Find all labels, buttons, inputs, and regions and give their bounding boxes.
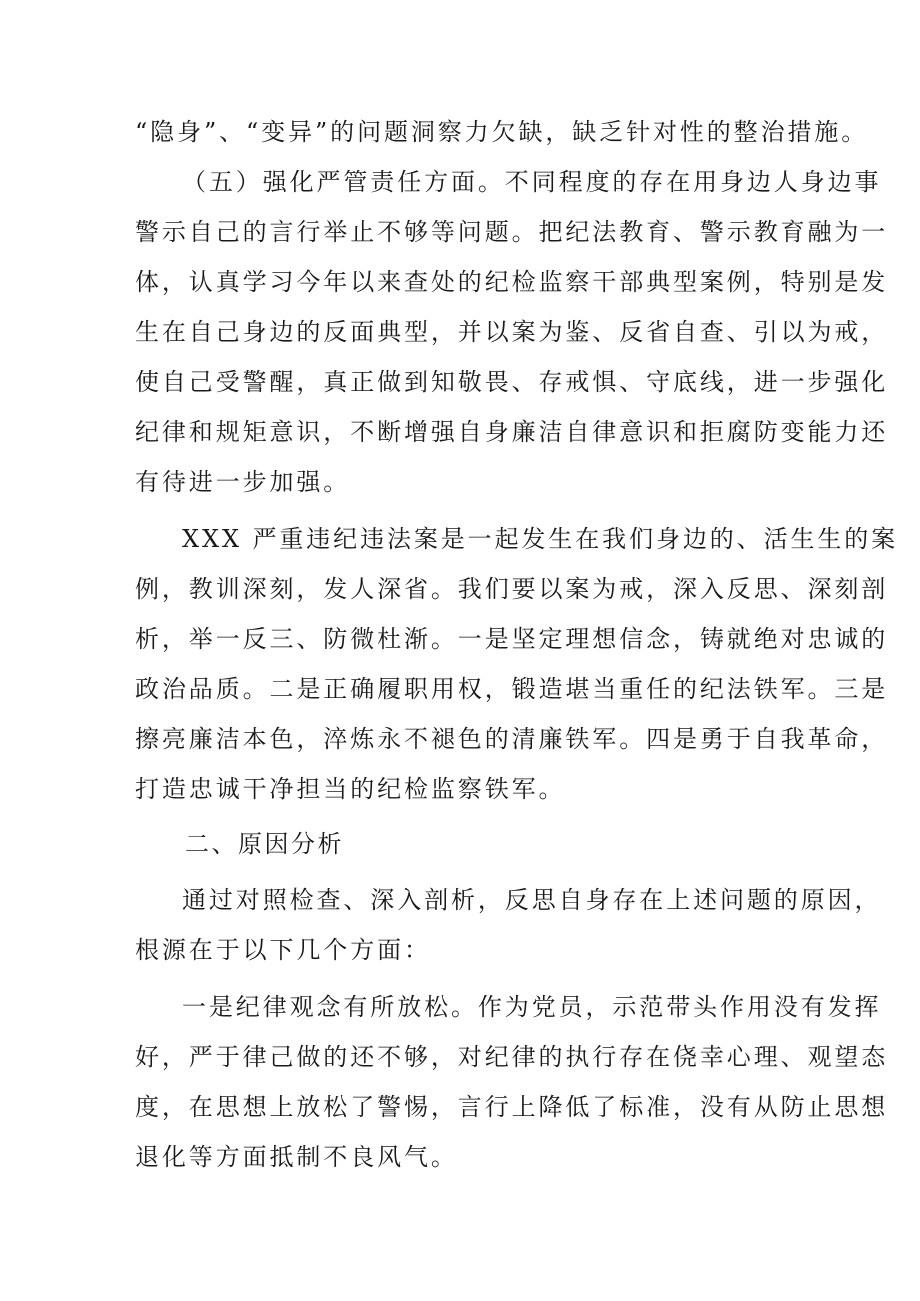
paragraph-line: 生在自己身边的反面典型，并以案为鉴、反省自查、引以为戒， bbox=[135, 318, 889, 346]
section-heading: 二、原因分析 bbox=[185, 830, 344, 858]
paragraph-line: 析，举一反三、防微杜渐。一是坚定理想信念，铸就绝对忠诚的 bbox=[135, 625, 889, 653]
paragraph-line: 退化等方面抵制不良风气。 bbox=[135, 1143, 458, 1171]
paragraph-line: 体，认真学习今年以来查处的纪检监察干部典型案例，特别是发 bbox=[135, 268, 889, 296]
paragraph-line: 通过对照检查、深入剖析，反思自身存在上述问题的原因， bbox=[182, 886, 882, 914]
paragraph-line: 政治品质。二是正确履职用权，锻造堪当重任的纪法铁军。三是 bbox=[135, 675, 889, 703]
paragraph-line: 有待进一步加强。 bbox=[135, 468, 351, 496]
paragraph-line: 根源在于以下几个方面： bbox=[135, 936, 431, 964]
paragraph-line: “隐身”、“变异”的问题洞察力欠缺，缺乏针对性的整治措施。 bbox=[135, 118, 869, 146]
paragraph-line: 使自己受警醒，真正做到知敬畏、存戒惧、守底线，进一步强化 bbox=[135, 368, 889, 396]
paragraph-line: 度，在思想上放松了警惕，言行上降低了标准，没有从防止思想 bbox=[135, 1093, 889, 1121]
paragraph-line: 打造忠诚干净担当的纪检监察铁军。 bbox=[135, 775, 566, 803]
paragraph-line: 警示自己的言行举止不够等问题。把纪法教育、警示教育融为一 bbox=[135, 218, 889, 246]
paragraph-line: 好，严于律己做的还不够，对纪律的执行存在侥幸心理、观望态 bbox=[135, 1043, 889, 1071]
paragraph-line: 纪律和规矩意识，不断增强自身廉洁自律意识和拒腐防变能力还 bbox=[135, 418, 889, 446]
paragraph-line: （五）强化严管责任方面。不同程度的存在用身边人身边事 bbox=[182, 168, 882, 196]
paragraph-line: 一是纪律观念有所放松。作为党员，示范带头作用没有发挥 bbox=[182, 993, 882, 1021]
paragraph-line: 擦亮廉洁本色，淬炼永不褪色的清廉铁军。四是勇于自我革命， bbox=[135, 725, 889, 753]
paragraph-line: 例，教训深刻，发人深省。我们要以案为戒，深入反思、深刻剖 bbox=[135, 575, 889, 603]
paragraph-line: XXX 严重违纪违法案是一起发生在我们身边的、活生生的案 bbox=[182, 525, 899, 553]
